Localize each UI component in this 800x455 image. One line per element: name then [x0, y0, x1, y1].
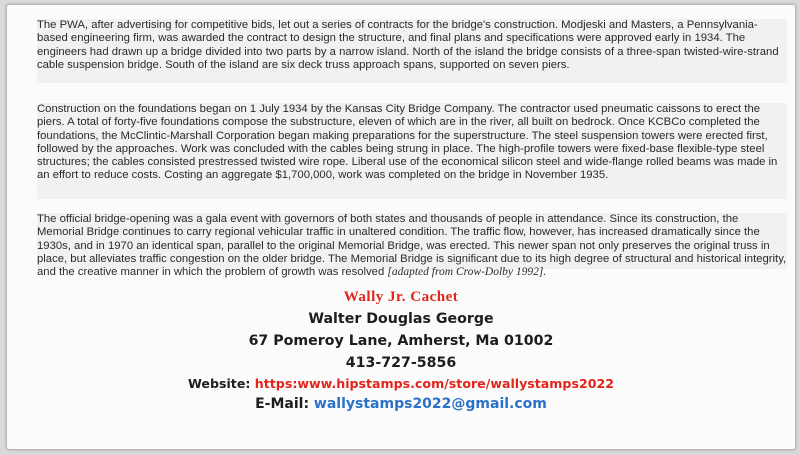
paragraph-opening [37, 213, 787, 279]
paragraph-contracts-text: The PWA, after advertising for competitive bids, let out a series of contracts for the bridge's construction. Modjeski and Masters, a Pennsylvania-based engineering firm, was awarded the contract to design the structure, and final plans and specifications were approved early in 1934. The engineers had drawn up a bridge divided into two parts by a narrow island. North of the island the bridge consists of a three-span twisted-wire-strand cable suspension bridge. South of the island are six deck truss approach spans, supported on seven piers. [37, 19, 779, 71]
owner-name: Walter Douglas George [308, 311, 494, 327]
email-link[interactable]: wallystamps2022@gmail.com [313, 396, 547, 412]
paragraph-construction-text: Construction on the foundations began on 1 July 1934 by the Kansas City Bridge Company. The contractor used pneumatic caissons to erect the piers. A total of forty-five foundations compose the substructure, eleven of which are in the river, all built on bedrock. Once KCBCo completed the foundations, the McClintic-Marshall Corporation began making preparations for the superstructure. The steel suspension towers were erected first, followed by the approaches. Work was concluded with the cables being strung in place. The high-profile towers were fixed-base flexible-type steel structures; the cables consisted prestressed twisted wire rope. Liberal use of the economical silicon steel and wide-flange rolled beams was made in an effort to reduce costs. Costing an aggregate $1,700,000, work was completed on the bridge in November 1935. [37, 103, 778, 182]
paragraph-construction [37, 103, 787, 199]
phone-number: 413-727-5856 [345, 355, 457, 371]
email-line [7, 394, 795, 415]
email-label: E-Mail: [255, 396, 310, 412]
paragraph-contracts [37, 19, 787, 83]
citation: [adapted from Crow-Dolby 1992]. [387, 266, 547, 279]
cachet-title: Wally Jr. Cachet [343, 289, 459, 305]
website-label: Website: [187, 376, 251, 391]
signature-block [7, 287, 795, 415]
cachet-card [6, 4, 796, 450]
paragraph-opening-text [37, 213, 787, 279]
paragraph-opening-body: The official bridge-opening was a gala event with governors of both states and thousands of people in attendance. Since its construction, the Memorial Bridge continues to carry regional vehicular traffic in unaltered condition. The traffic flow, however, has increased dramatically since the 1930s, and in 1970 an identical span, parallel to the original Memorial Bridge, was erected. This newer span not only preserves the original truss in place, but alleviates traffic congestion on the older bridge. The Memorial Bridge is significant due to its high degree of structural and historical integrity, and the creative manner in which the problem of growth was resolved [37, 213, 787, 279]
mailing-address: 67 Pomeroy Lane, Amherst, Ma 01002 [248, 333, 554, 349]
website-line [7, 374, 795, 394]
website-link[interactable]: https:www.hipstamps.com/store/wallystamps2022 [254, 376, 614, 391]
